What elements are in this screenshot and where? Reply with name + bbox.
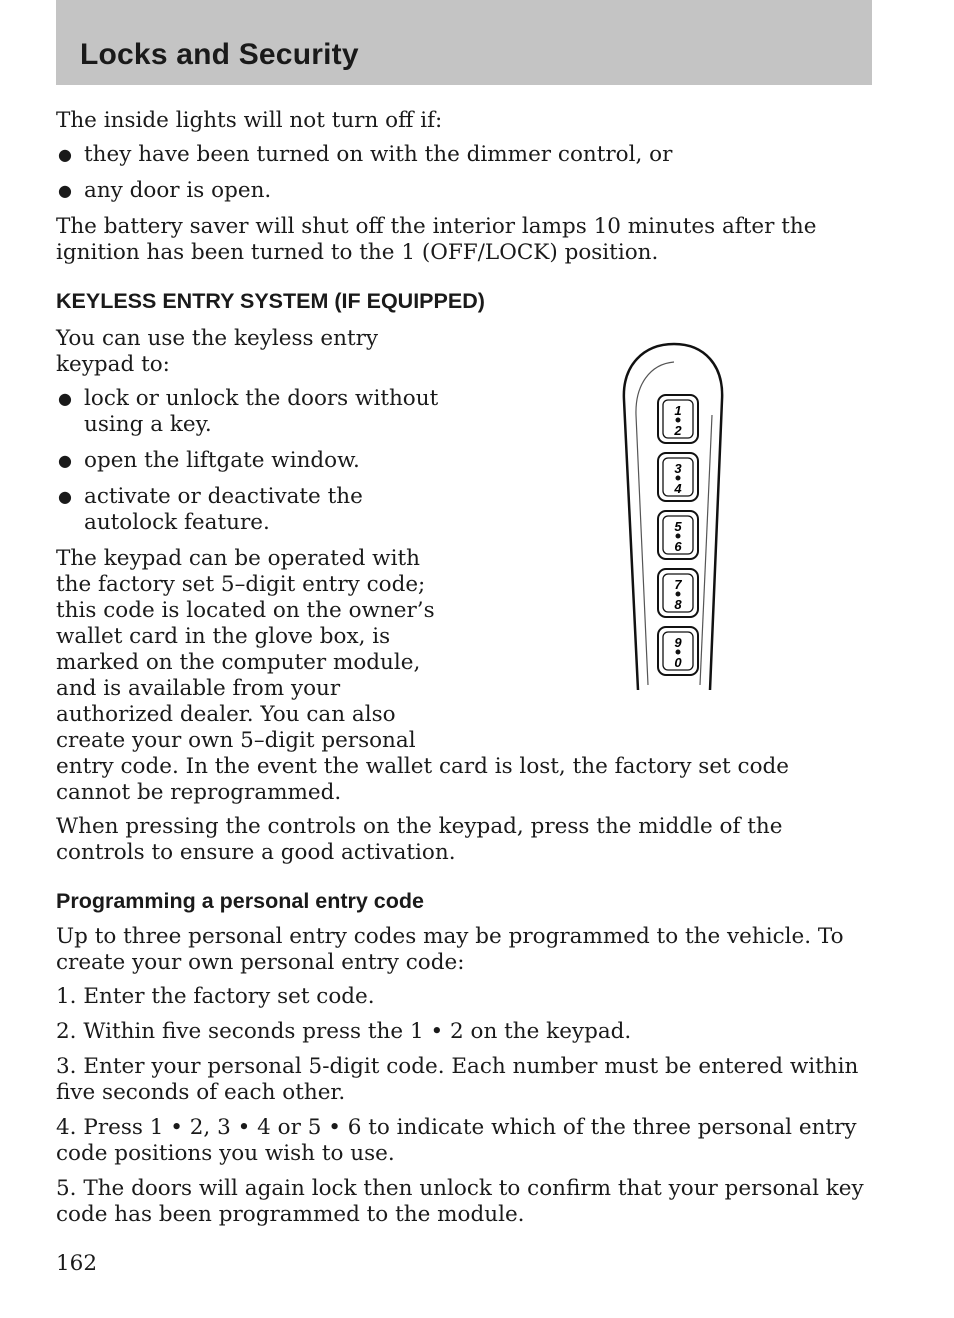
keypad-illustration bbox=[618, 340, 730, 692]
keypad-digit: 5 bbox=[674, 519, 682, 534]
keypad-button-9-0 bbox=[658, 627, 698, 675]
list-item: ● activate or deactivate the autolock feature. bbox=[58, 484, 363, 535]
page-content bbox=[56, 108, 866, 1237]
keypad-button-5-6 bbox=[658, 511, 698, 559]
page-number: 162 bbox=[56, 1251, 98, 1276]
section-header bbox=[56, 0, 872, 85]
bullet-icon: ● bbox=[58, 487, 72, 506]
factory-code-paragraph-continued: entry code. In the event the wallet card is lost, the factory set code cannot be reprogrammed. bbox=[56, 754, 790, 805]
keypad-dot-icon bbox=[676, 650, 681, 655]
bullet-icon: ● bbox=[58, 181, 72, 200]
keypad-button-3-4 bbox=[658, 453, 698, 501]
keypad-digit: 3 bbox=[674, 461, 682, 476]
keypad-button-7-8 bbox=[658, 569, 698, 617]
battery-saver-paragraph: The battery saver will shut off the interior lamps 10 minutes after the ignition has been turned to the 1 (OFF/LOCK) position. bbox=[56, 214, 817, 265]
bullet-icon: ● bbox=[58, 389, 72, 408]
list-item: ● lock or unlock the doors without using a key. bbox=[58, 386, 439, 437]
programming-lead: Up to three personal entry codes may be programmed to the vehicle. To create your own personal entry code: bbox=[56, 924, 844, 975]
keypad-dot-icon bbox=[676, 418, 681, 423]
bullet-icon: ● bbox=[58, 145, 72, 164]
list-item: ● any door is open. bbox=[58, 178, 272, 203]
step-item: 1. Enter the factory set code. bbox=[56, 984, 375, 1009]
keypad-dot-icon bbox=[676, 592, 681, 597]
keypad-digit: 8 bbox=[674, 597, 682, 612]
factory-code-paragraph: The keypad can be operated with the factory set 5–digit entry code; this code is located on the owner’s wallet card in the glove box, is marked on the computer module, and is available from your authorized dealer. You can also create your own 5–digit personal bbox=[56, 546, 435, 753]
keypad-digit: 0 bbox=[674, 655, 682, 670]
keyless-bullet-list bbox=[56, 386, 451, 536]
keypad-digit: 4 bbox=[674, 481, 682, 496]
press-middle-paragraph: When pressing the controls on the keypad, press the middle of the controls to ensure a good activation. bbox=[56, 814, 783, 865]
keypad-digit: 1 bbox=[674, 403, 682, 418]
keypad-digit: 6 bbox=[674, 539, 682, 554]
bullet-icon: ● bbox=[58, 451, 72, 470]
list-item: ● they have been turned on with the dimmer control, or bbox=[58, 142, 673, 167]
keypad-button-1-2 bbox=[658, 395, 698, 443]
intro-bullet-list bbox=[56, 142, 866, 204]
keyless-lead: You can use the keyless entry keypad to: bbox=[56, 326, 379, 377]
step-item: 5. The doors will again lock then unlock to confirm that your personal key code has been programmed to the module. bbox=[56, 1176, 864, 1227]
keyless-entry-heading: KEYLESS ENTRY SYSTEM (IF EQUIPPED) bbox=[56, 289, 485, 313]
keypad-dot-icon bbox=[676, 476, 681, 481]
section-title: Locks and Security bbox=[80, 38, 359, 71]
programming-steps bbox=[56, 984, 866, 1228]
step-item: 3. Enter your personal 5-digit code. Each number must be entered within five seconds of each other. bbox=[56, 1054, 859, 1105]
step-item: 2. Within five seconds press the 1 • 2 on the keypad. bbox=[56, 1019, 632, 1044]
keypad-digit: 2 bbox=[674, 423, 682, 438]
list-item: ● open the liftgate window. bbox=[58, 448, 360, 473]
step-item: 4. Press 1 • 2, 3 • 4 or 5 • 6 to indicate which of the three personal entry code positions you wish to use. bbox=[56, 1115, 857, 1166]
keypad-digit: 7 bbox=[674, 577, 682, 592]
intro-lead: The inside lights will not turn off if: bbox=[56, 108, 443, 133]
programming-heading: Programming a personal entry code bbox=[56, 889, 424, 913]
keypad-dot-icon bbox=[676, 534, 681, 539]
keypad-digit: 9 bbox=[674, 635, 682, 650]
